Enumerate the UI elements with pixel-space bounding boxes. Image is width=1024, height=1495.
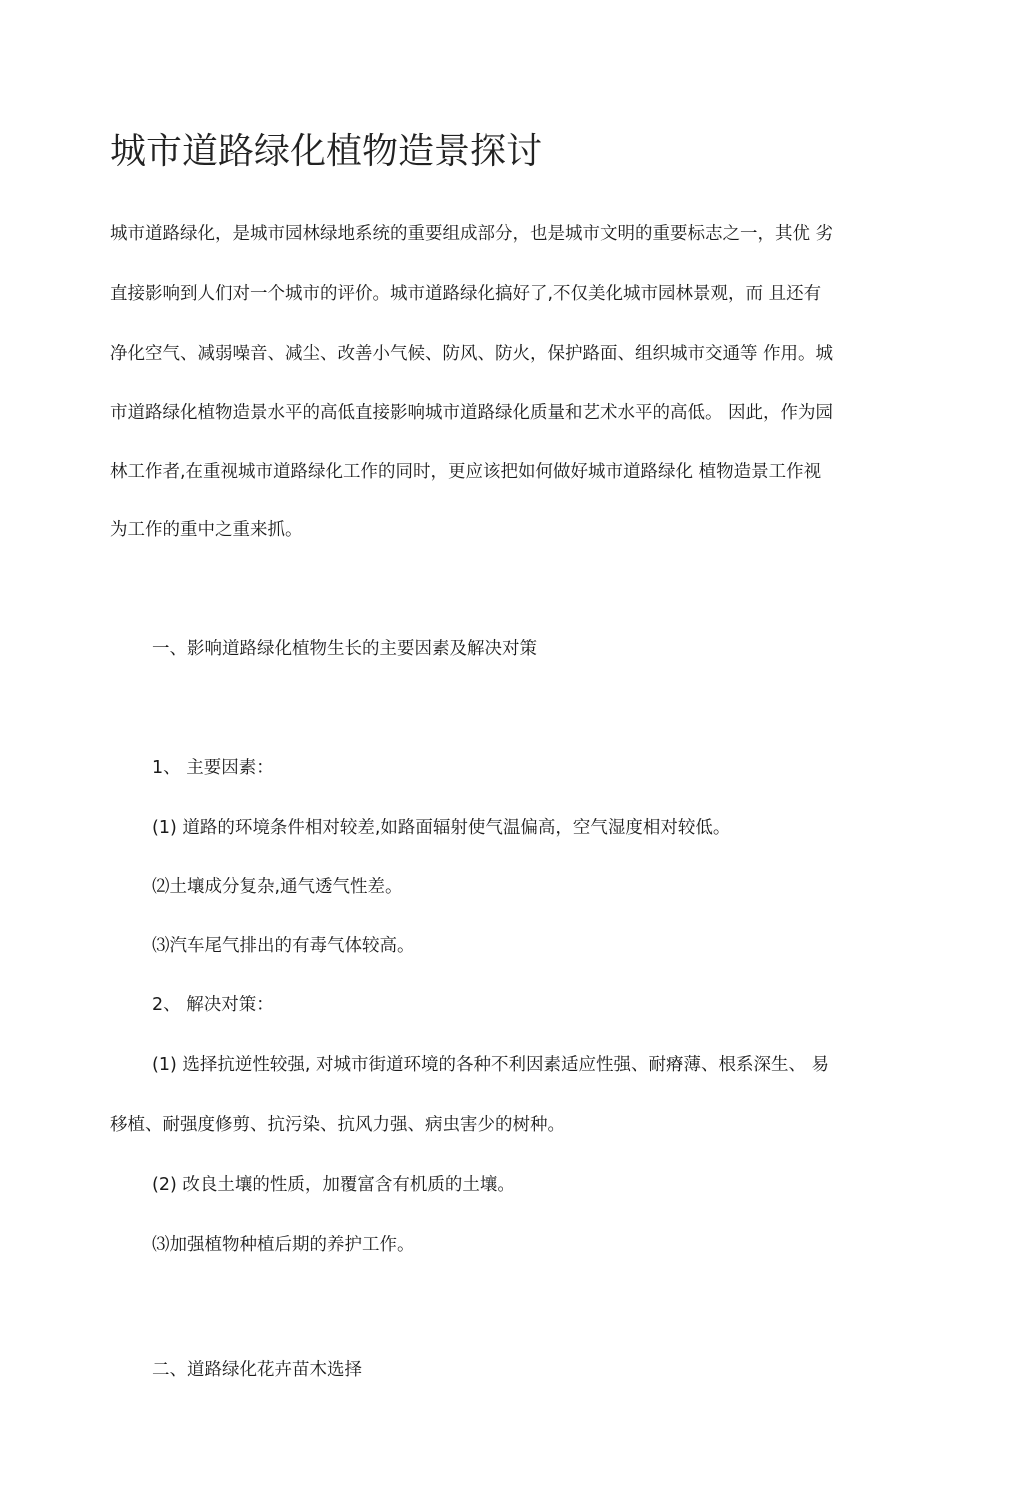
section-heading: 二、道路绿化花卉苗木选择: [152, 1360, 362, 1380]
intro-paragraph-line: 城市道路绿化，是城市园林绿地系统的重要组成部分，也是城市文明的重要标志之一，其优 劣: [110, 224, 834, 244]
list-item: (2) 改良土壤的性质，加覆富含有机质的土壤。: [152, 1175, 515, 1195]
intro-paragraph-line: 为工作的重中之重来抓。: [110, 520, 303, 540]
subsection-heading: 2、 解决对策：: [152, 995, 274, 1015]
list-item: ⑶汽车尾气排出的有毒气体较高。: [152, 936, 415, 956]
list-item-continuation: 移植、耐强度修剪、抗污染、抗风力强、病虫害少的树种。: [110, 1115, 565, 1135]
list-item: (1) 选择抗逆性较强, 对城市街道环境的各种不利因素适应性强、耐瘠薄、根系深生、 易: [152, 1055, 830, 1075]
intro-paragraph-line: 直接影响到人们对一个城市的评价。城市道路绿化搞好了,不仅美化城市园林景观，而 且还有: [110, 284, 822, 304]
document-title: 城市道路绿化植物造景探讨: [110, 131, 543, 172]
intro-paragraph-line: 林工作者,在重视城市道路绿化工作的同时，更应该把如何做好城市道路绿化 植物造景工作视: [110, 462, 822, 482]
list-item: ⑵土壤成分复杂,通气透气性差。: [152, 877, 403, 897]
intro-paragraph-line: 市道路绿化植物造景水平的高低直接影响城市道路绿化质量和艺术水平的高低。 因此，作为园: [110, 403, 834, 423]
subsection-heading: 1、 主要因素：: [152, 758, 274, 778]
intro-paragraph-line: 净化空气、减弱噪音、减尘、改善小气候、防风、防火，保护路面、组织城市交通等 作用。城: [110, 344, 834, 364]
section-heading: 一、影响道路绿化植物生长的主要因素及解决对策: [152, 639, 537, 659]
list-item: ⑶加强植物种植后期的养护工作。: [152, 1235, 415, 1255]
list-item: (1) 道路的环境条件相对较差,如路面辐射使气温偏高，空气湿度相对较低。: [152, 818, 731, 838]
